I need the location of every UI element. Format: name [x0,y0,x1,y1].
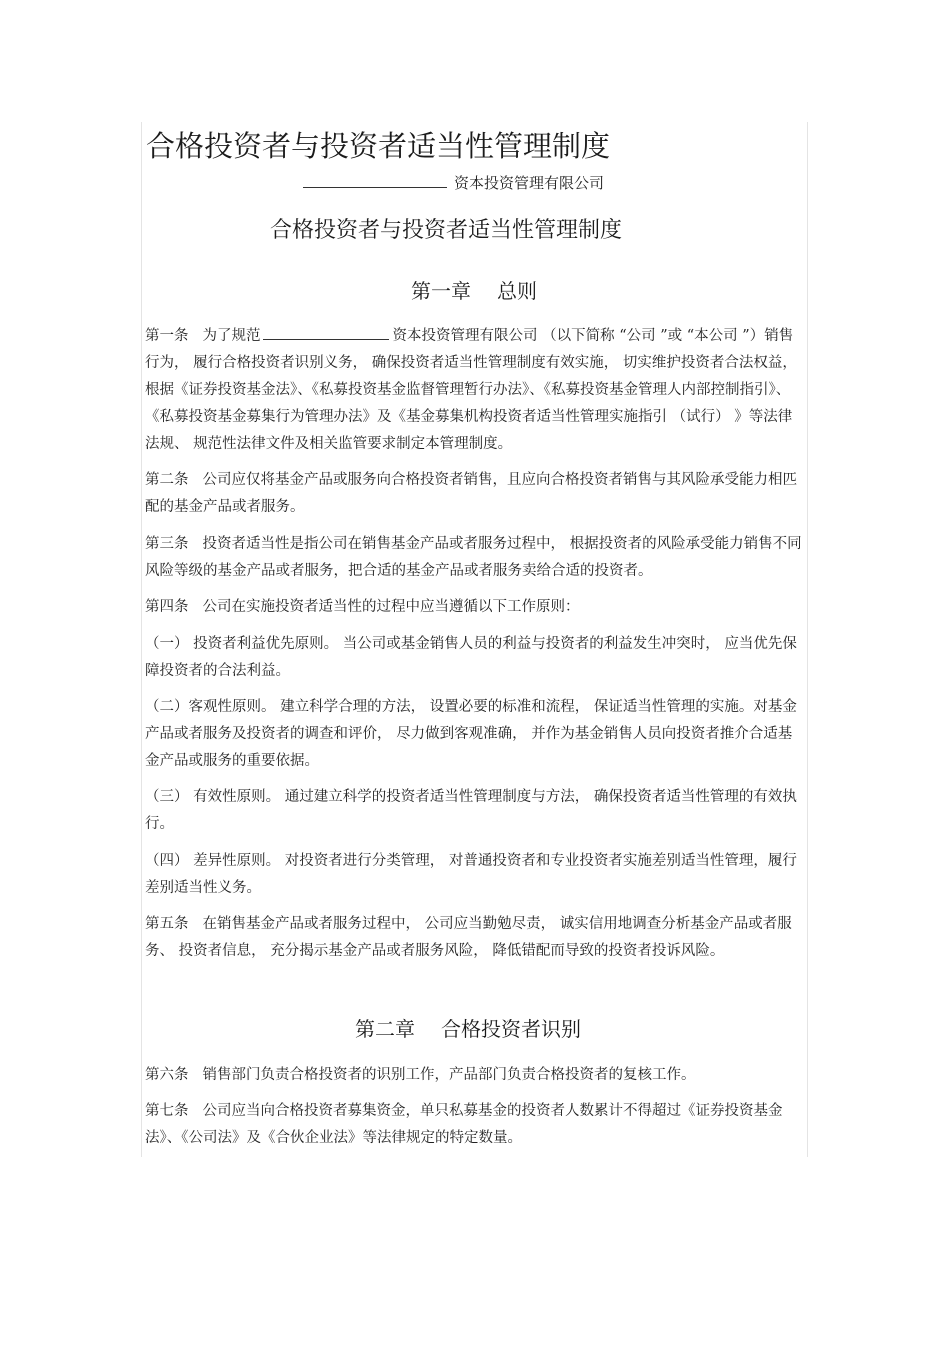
article-label: 第三条 [145,536,189,552]
article-text: 投资者适当性是指公司在销售基金产品或者服务过程中， 根据投资者的风险承受能力销售不同风险等级的基金产品或者服务，把合适的基金产品或者服务卖给合适的投资者。 [145,536,802,579]
article-label: 第五条 [145,916,189,932]
company-line [303,172,604,193]
principle-item: （三） 有效性原则。 通过建立科学的投资者适当性管理制度与方法， 确保投资者适当性管理的有效执行。 [145,789,797,832]
article-label: 第一条 [145,328,189,344]
article-text: 为了规范 [202,328,261,344]
principle-item: （一） 投资者利益优先原则。 当公司或基金销售人员的利益与投资者的利益发生冲突时， 应当优先保障投资者的合法利益。 [145,636,797,679]
article-text: 销售部门负责合格投资者的识别工作，产品部门负责合格投资者的复核工作。 [202,1067,696,1083]
chapter-heading [355,1013,581,1042]
company-suffix: 资本投资管理有限公司 [454,174,605,192]
article-text: 在销售基金产品或者服务过程中， 公司应当勤勉尽责， 诚实信用地调查分析基金产品或者服务、 投资者信息， 充分揭示基金产品或者服务风险， 降低错配而导致的投资者投诉风险。 [145,916,792,959]
chapter-number: 第一章 [411,279,471,303]
principle-item: （四） 差异性原则。 对投资者进行分类管理， 对普通投资者和专业投资者实施差别适当性管理，履行差别适当性义务。 [145,853,797,896]
article-6 [145,1062,806,1089]
chapter-name: 合格投资者识别 [441,1017,581,1041]
article-3 [145,531,806,585]
chapter-name: 总则 [497,279,537,303]
article-text: 公司应当向合格投资者募集资金，单只私募基金的投资者人数累计不得超过《证券投资基金法》、《公司法》及《合伙企业法》等法律规定的特定数量。 [145,1103,783,1146]
article-5 [145,911,806,965]
article-label: 第七条 [145,1103,189,1119]
article-text: 资本投资管理有限公司 （以下简称 “公司 ”或 “本公司 ”）销售行为， 履行合格投资者识别义务， 确保投资者适当性管理制度有效实施， 切实维护投资者合法权益，根据《证券投资基金法》、《私募投资基金监督管理暂行办法》、《私募投资基金管理人内部控制指引》、 《私募投资基金募集行为管理办法》及《基金募集机构投资者适当性管理实施指引 （试行） 》等法律法规、 规范性法律文件及相关监管要求制定本管理制度。 [145,328,797,452]
article-label: 第二条 [145,472,189,488]
article-label: 第四条 [145,599,189,615]
document-title: 合格投资者与投资者适当性管理制度 [146,129,611,163]
article-label: 第六条 [145,1067,189,1083]
article-2 [145,467,806,521]
company-name-blank [303,173,447,188]
company-name-blank [263,325,389,340]
chapter-number: 第二章 [355,1017,415,1041]
article-7 [145,1098,806,1152]
chapter-heading [411,275,537,304]
article-1 [145,323,806,458]
principle-item: （二）客观性原则。 建立科学合理的方法， 设置必要的标准和流程， 保证适当性管理的实施。对基金产品或者服务及投资者的调查和评价， 尽力做到客观准确， 并作为基金销售人员向投资者推介合适基金产品或服务的重要依据。 [145,699,797,769]
article-text: 公司应仅将基金产品或服务向合格投资者销售，且应向合格投资者销售与其风险承受能力相匹配的基金产品或者服务。 [145,472,797,515]
document-subtitle: 合格投资者与投资者适当性管理制度 [270,218,623,243]
article-4 [145,594,806,621]
article-text: 公司在实施投资者适当性的过程中应当遵循以下工作原则： [202,599,580,615]
